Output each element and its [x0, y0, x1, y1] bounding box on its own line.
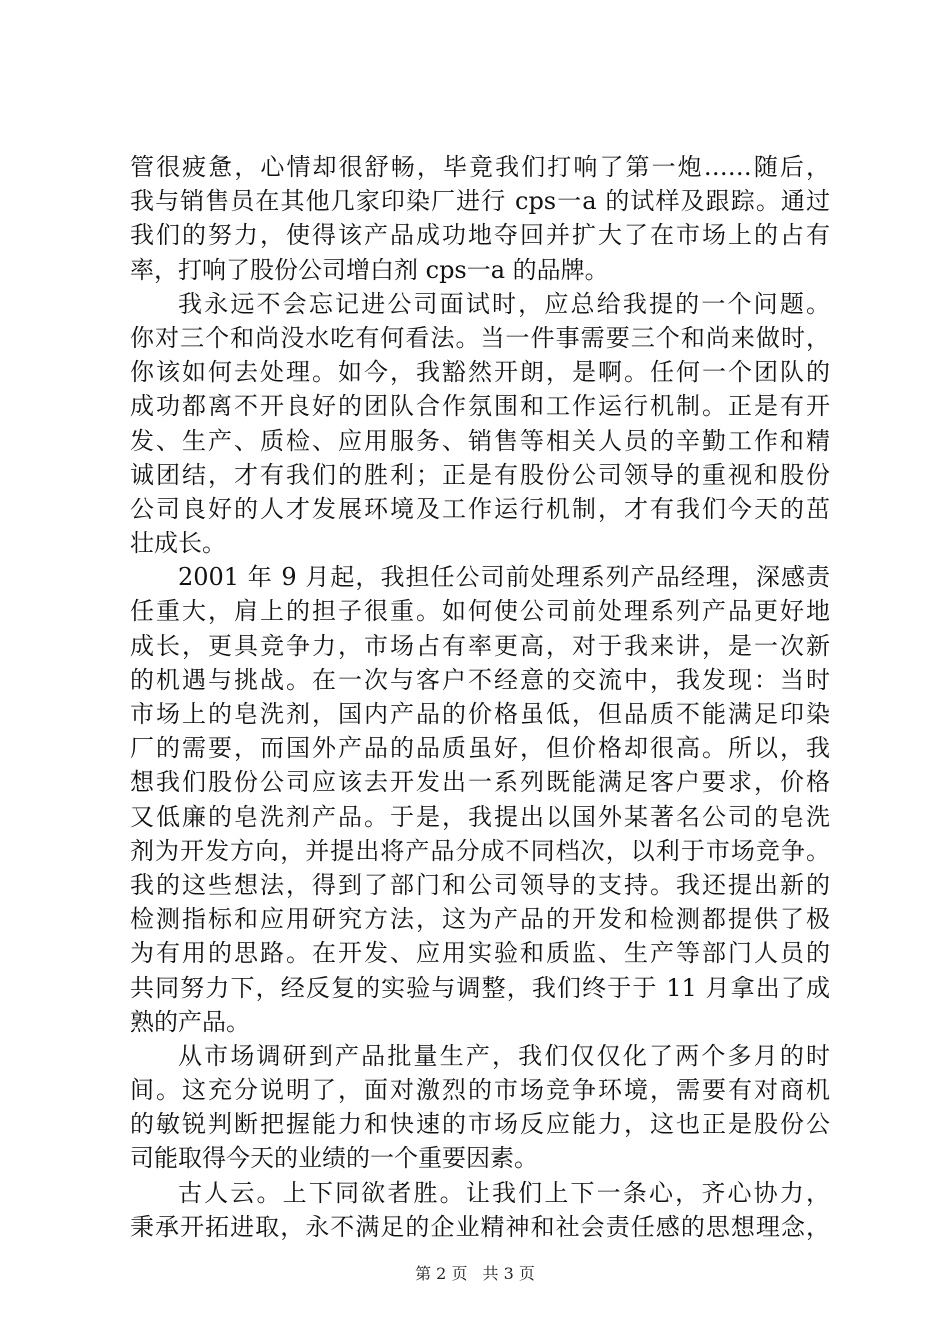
text-line: 发、生产、质检、应用服务、销售等相关人员的辛勤工作和精	[130, 426, 830, 455]
text-line: 熟的产品。	[130, 1007, 250, 1036]
text-line: 你该如何去处理。如今，我豁然开朗，是啊。任何一个团队的	[130, 358, 830, 387]
text-line: 公司良好的人才发展环境及工作运行机制，才有我们今天的茁	[130, 494, 830, 523]
text-line: 检测指标和应用研究方法，这为产品的开发和检测都提供了极	[130, 905, 830, 934]
text-line: 司能取得今天的业绩的一个重要因素。	[130, 1144, 538, 1173]
text-line: 为有用的思路。在开发、应用实验和质监、生产等部门人员的	[130, 939, 830, 968]
text-line: 又低廉的皂洗剂产品。于是，我提出以国外某著名公司的皂洗	[130, 802, 830, 831]
text-line: 的机遇与挑战。在一次与客户不经意的交流中，我发现：当时	[130, 665, 830, 694]
text-line: 诚团结，才有我们的胜利；正是有股份公司领导的重视和股份	[130, 460, 830, 489]
text-line: 从市场调研到产品批量生产，我们仅仅化了两个多月的时	[178, 1041, 830, 1070]
text-line: 任重大，肩上的担子很重。如何使公司前处理系列产品更好地	[130, 597, 830, 626]
text-line: 成功都离不开良好的团队合作氛围和工作运行机制。正是有开	[130, 392, 830, 421]
text-line: 的敏锐判断把握能力和快速的市场反应能力，这也正是股份公	[130, 1110, 830, 1139]
page-total: 共 3 页	[482, 1264, 535, 1283]
text-line: 市场上的皂洗剂，国内产品的价格虽低，但品质不能满足印染	[130, 700, 830, 728]
text-line: 你对三个和尚没水吃有何看法。当一件事需要三个和尚来做时，	[130, 323, 830, 352]
text-line: 率，打响了股份公司增白剂 cps一a 的品牌。	[130, 255, 609, 284]
text-line: 秉承开拓进取，永不满足的企业精神和社会责任感的思想理念，	[130, 1212, 830, 1241]
text-line: 我与销售员在其他几家印染厂进行 cps一a 的试样及跟踪。通过	[130, 187, 830, 216]
text-line: 古人云。上下同欲者胜。让我们上下一条心，齐心协力，	[178, 1178, 830, 1207]
text-line: 想我们股份公司应该去开发出一系列既能满足客户要求，价格	[130, 768, 830, 797]
text-line: 共同努力下，经反复的实验与调整，我们终于于 11 月拿出了成	[130, 973, 830, 1002]
document-body	[130, 150, 830, 1244]
text-line: 我的这些想法，得到了部门和公司领导的支持。我还提出新的	[130, 870, 830, 899]
text-line: 我永远不会忘记进公司面试时，应总给我提的一个问题。	[178, 289, 830, 318]
text-line: 管很疲惫，心情却很舒畅，毕竟我们打响了第一炮……随后，	[130, 153, 830, 181]
text-line: 我们的努力，使得该产品成功地夺回并扩大了在市场上的占有	[130, 221, 830, 250]
text-line: 间。这充分说明了，面对激烈的市场竞争环境，需要有对商机	[130, 1076, 830, 1105]
text-line: 壮成长。	[130, 529, 226, 558]
text-line: 成长，更具竞争力，市场占有率更高，对于我来讲，是一次新	[130, 631, 830, 660]
text-line: 厂的需要，而国外产品的品质虽好，但价格却很高。所以，我	[130, 734, 830, 763]
page-number: 第 2 页	[415, 1264, 468, 1283]
page-footer	[0, 1264, 950, 1284]
text-line: 剂为开发方向，并提出将产品分成不同档次，以利于市场竞争。	[130, 836, 830, 865]
text-line: 2001 年 9 月起，我担任公司前处理系列产品经理，深感责	[178, 563, 830, 592]
